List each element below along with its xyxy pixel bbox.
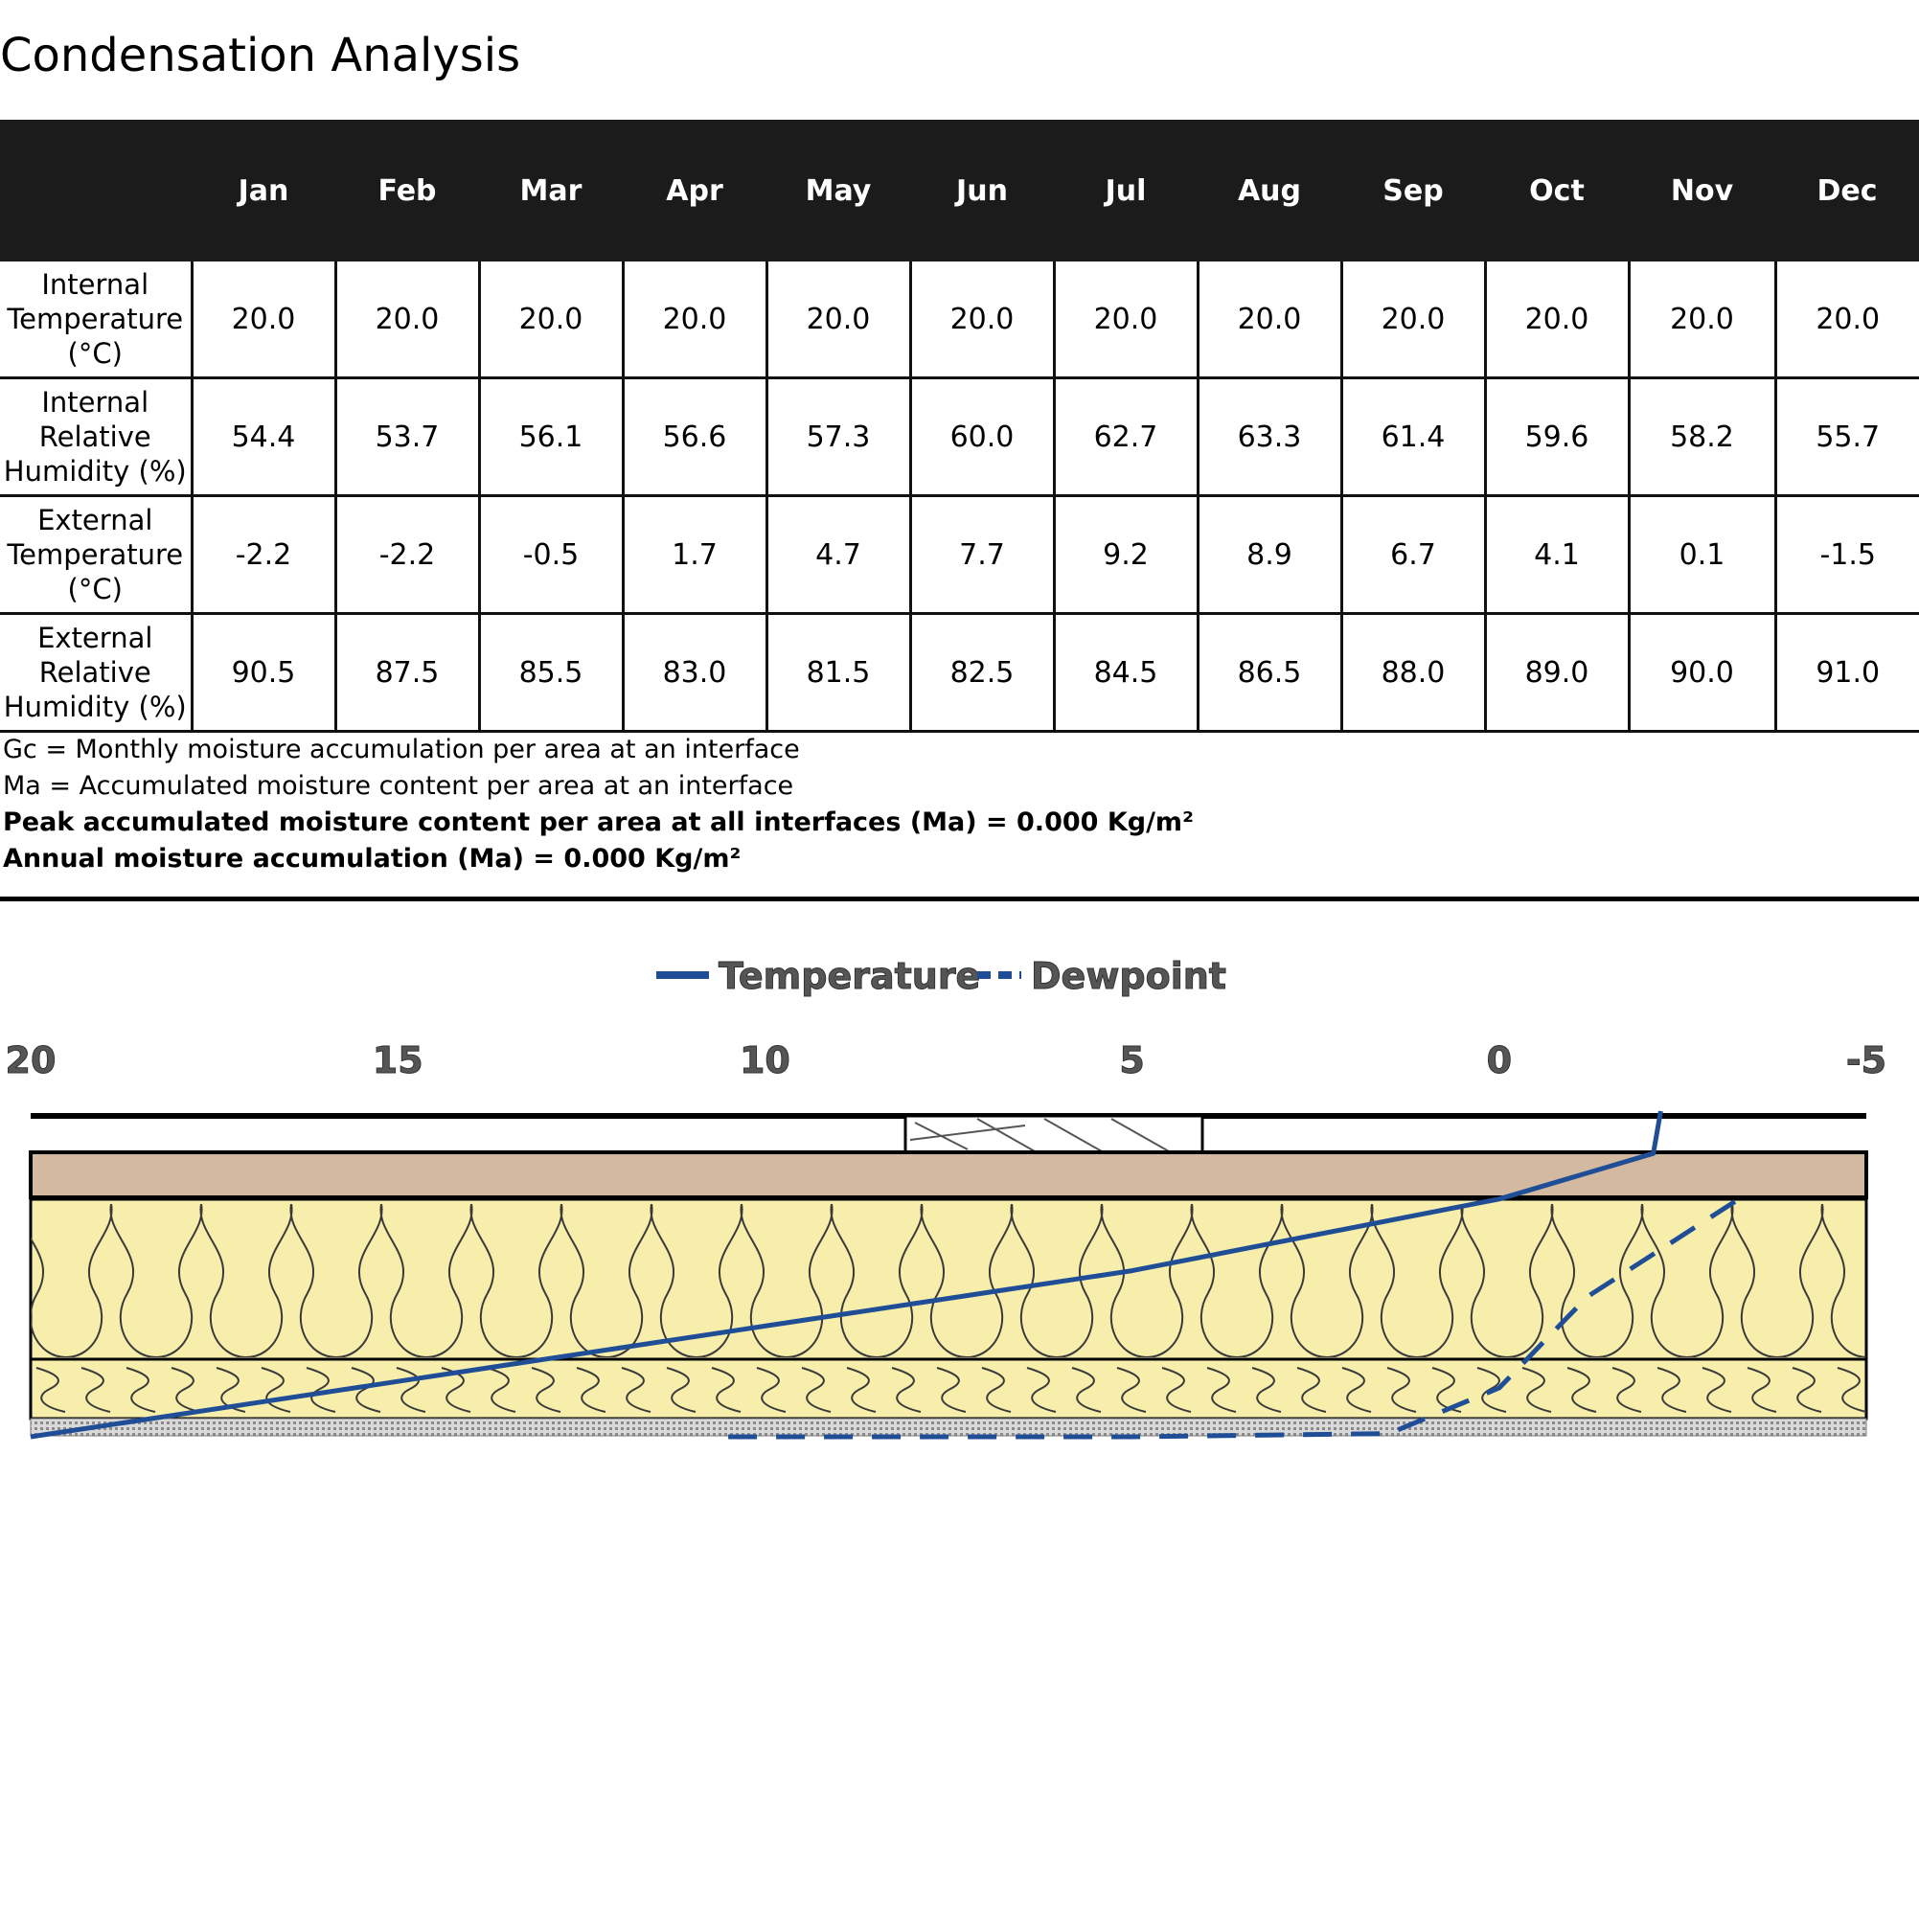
table-cell: 20.0	[1485, 261, 1629, 378]
x-tick-label: 10	[739, 1039, 790, 1081]
row-label	[0, 614, 192, 732]
row-label-line: (°C)	[67, 337, 123, 371]
month-header: Sep	[1341, 120, 1485, 261]
table-cell: 20.0	[335, 261, 479, 378]
table-cell: 4.7	[766, 496, 910, 614]
note-peak: Peak accumulated moisture content per area at all interfaces (Ma) = 0.000 Kg/m²	[3, 807, 1194, 837]
table-cell: 20.0	[766, 261, 910, 378]
x-tick-label: 5	[1119, 1039, 1145, 1081]
row-label	[0, 496, 192, 614]
table-cell: 0.1	[1629, 496, 1775, 614]
table-body	[0, 261, 1919, 732]
row-label	[0, 378, 192, 496]
table-cell: 7.7	[910, 496, 1054, 614]
insulation-layer	[31, 1199, 1866, 1359]
table-cell: 61.4	[1341, 378, 1485, 496]
header-blank	[0, 120, 192, 261]
table-cell: 84.5	[1054, 614, 1198, 732]
table-cell: 83.0	[623, 614, 766, 732]
note-annual: Annual moisture accumulation (Ma) = 0.000 Kg/m²	[3, 844, 742, 874]
legend-label-dewpoint: Dewpoint	[1031, 955, 1226, 997]
table-cell: 9.2	[1054, 496, 1198, 614]
table-cell: 20.0	[1198, 261, 1341, 378]
notes	[3, 732, 1194, 877]
table-cell: 56.1	[479, 378, 623, 496]
table-cell: 20.0	[1341, 261, 1485, 378]
wall-section	[20, 1116, 1919, 1436]
condensation-table	[0, 120, 1919, 733]
table-row	[0, 496, 1919, 614]
table-cell: 85.5	[479, 614, 623, 732]
note-ma: Ma = Accumulated moisture content per area at an interface	[3, 771, 794, 801]
table-cell: -2.2	[192, 496, 335, 614]
table-cell: 20.0	[1054, 261, 1198, 378]
row-label-line: Humidity (%)	[3, 455, 187, 489]
table-cell: 20.0	[479, 261, 623, 378]
x-tick-label: 15	[372, 1039, 423, 1081]
x-axis	[6, 1039, 1887, 1081]
row-label-line: Temperature	[7, 537, 184, 571]
x-tick-label: -5	[1845, 1039, 1887, 1081]
table-cell: 62.7	[1054, 378, 1198, 496]
x-tick-label: 0	[1486, 1039, 1513, 1081]
table-cell: 63.3	[1198, 378, 1341, 496]
row-label-line: Temperature	[7, 302, 184, 335]
legend-label-temperature: Temperature	[719, 955, 981, 997]
table-cell: 90.5	[192, 614, 335, 732]
table-cell: 20.0	[910, 261, 1054, 378]
month-header: Aug	[1198, 120, 1341, 261]
table-cell: -1.5	[1775, 496, 1919, 614]
row-label-line: Relative	[38, 420, 151, 453]
note-gc: Gc = Monthly moisture accumulation per area at an interface	[3, 735, 800, 764]
table-cell: -2.2	[335, 496, 479, 614]
table-row	[0, 378, 1919, 496]
month-header: Jan	[192, 120, 335, 261]
table-cell: 20.0	[1775, 261, 1919, 378]
row-label	[0, 261, 192, 378]
month-header: May	[766, 120, 910, 261]
row-label-line: External	[37, 621, 153, 654]
table-cell: 86.5	[1198, 614, 1341, 732]
chart-legend	[656, 955, 1226, 997]
table-cell: 91.0	[1775, 614, 1919, 732]
row-label-line: (°C)	[67, 573, 123, 606]
month-header: Jun	[910, 120, 1054, 261]
month-header: Apr	[623, 120, 766, 261]
month-header: Nov	[1629, 120, 1775, 261]
table-cell: 90.0	[1629, 614, 1775, 732]
table-cell: 55.7	[1775, 378, 1919, 496]
liner-layer	[31, 1419, 1866, 1436]
table-cell: 60.0	[910, 378, 1054, 496]
table-cell: 20.0	[1629, 261, 1775, 378]
table-cell: 89.0	[1485, 614, 1629, 732]
row-label-line: External	[37, 503, 153, 536]
table-cell: 8.9	[1198, 496, 1341, 614]
table-cell: 6.7	[1341, 496, 1485, 614]
row-label-line: Humidity (%)	[3, 691, 187, 724]
membrane-layer	[31, 1152, 1866, 1197]
table-cell: 4.1	[1485, 496, 1629, 614]
table-cell: 56.6	[623, 378, 766, 496]
month-header: Oct	[1485, 120, 1629, 261]
divider	[0, 897, 1919, 901]
month-header: Feb	[335, 120, 479, 261]
table-cell: 57.3	[766, 378, 910, 496]
page-title: Condensation Analysis	[0, 29, 521, 82]
x-tick-label: 20	[5, 1039, 57, 1081]
condensation-diagram	[0, 939, 1919, 1475]
table-cell: 59.6	[1485, 378, 1629, 496]
table-row	[0, 614, 1919, 732]
row-label-line: Relative	[38, 655, 151, 689]
month-header: Jul	[1054, 120, 1198, 261]
row-label-line: Internal	[41, 385, 149, 419]
table-cell: 81.5	[766, 614, 910, 732]
table-cell: 20.0	[623, 261, 766, 378]
table-row	[0, 261, 1919, 378]
table-cell: 1.7	[623, 496, 766, 614]
row-label-line: Internal	[41, 267, 149, 301]
table-cell: 87.5	[335, 614, 479, 732]
table-cell: 82.5	[910, 614, 1054, 732]
table-header-row	[0, 120, 1919, 261]
table-cell: 88.0	[1341, 614, 1485, 732]
table-cell: 58.2	[1629, 378, 1775, 496]
table-cell: 54.4	[192, 378, 335, 496]
table-cell: -0.5	[479, 496, 623, 614]
month-header: Mar	[479, 120, 623, 261]
table-cell: 20.0	[192, 261, 335, 378]
month-header: Dec	[1775, 120, 1919, 261]
table-cell: 53.7	[335, 378, 479, 496]
